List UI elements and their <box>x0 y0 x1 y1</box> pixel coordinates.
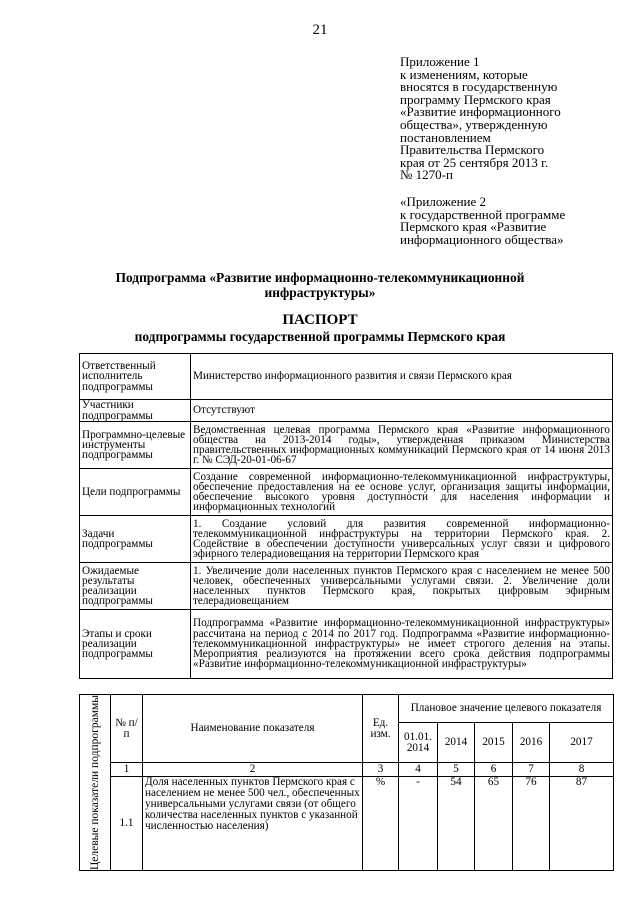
annex-1-line: № 1270-п <box>400 167 453 183</box>
col-number: 4 <box>399 763 438 777</box>
passport-row <box>80 610 613 679</box>
indicator-value: - <box>399 777 438 871</box>
row-value: Подпрограмма «Развитие информационно-телекоммуникационной инфраструктуры» рассчитана на период с 2014 по 2017 год. Подпрограмма «Развитие информационно-телекоммуникационной инфраструктуры» не имеет строгого деления на этапы. Мероприятия реализуются на протяжении всего срока действия подпрограммы «Развитие информационно-телекоммуникационной инфраструктуры» <box>191 610 613 679</box>
passport-row <box>80 469 613 516</box>
subprogram-title <box>60 270 580 300</box>
indicators-table <box>79 694 614 871</box>
annex-1-line: постановлением <box>400 129 491 145</box>
subprogram-title-line: инфраструктуры» <box>264 285 376 300</box>
indicator-value: 87 <box>550 777 614 871</box>
col-number: 6 <box>475 763 513 777</box>
subprogram-title-line: Подпрограмма «Развитие информационно-телекоммуникационной <box>115 270 525 285</box>
row-value: Ведомственная целевая программа Пермского края «Развитие информационного общества на 2013-2014 годы», утвержденная приказом Министерства правительственных информационных коммуникаций Пермского края от 14 июня 2013 г. № СЭД-20-01-06-67 <box>191 422 613 469</box>
row-label: Цели подпрограммы <box>80 469 191 516</box>
row-label: Программно-целевые инструменты подпрограммы <box>80 422 191 469</box>
col-number: 2 <box>143 763 363 777</box>
year-cell: 01.01. 2014 <box>399 723 438 763</box>
row-label: Задачи подпрограммы <box>80 516 191 563</box>
annex-2-line: «Приложение 2 <box>400 194 487 209</box>
annex-1-line: края от 25 сентября 2013 г. <box>400 154 549 170</box>
col-number: 1 <box>111 763 143 777</box>
row-value: Отсутствуют <box>191 400 613 422</box>
passport-row <box>80 563 613 610</box>
header-name: Наименование показателя <box>143 695 363 763</box>
header-plan: Плановое значение целевого показателя <box>399 695 614 723</box>
year-cell: 2014 <box>438 723 475 763</box>
annex-2-line: информационного общества» <box>400 231 564 247</box>
annex-2-note <box>400 196 600 246</box>
page-number: 21 <box>312 22 328 38</box>
row-label: Ответственный исполнитель подпрограммы <box>80 354 191 400</box>
header-unit: Ед. изм. <box>363 695 399 763</box>
passport-row <box>80 354 613 400</box>
indicator-num: 1.1 <box>111 777 143 871</box>
row-value: Министерство информационного развития и связи Пермского края <box>191 354 613 400</box>
annex-1-line: Правительства Пермского <box>400 142 545 158</box>
passport-row <box>80 400 613 422</box>
col-number-row <box>80 763 614 777</box>
row-value: 1. Увеличение доли населенных пунктов Пермского края с населением не менее 500 человек, обеспеченных универсальными услугами связи. 2. Увеличение доли населенных пунктов Пермского края, покрытых цифровым эфирным телерадиовещанием <box>191 563 613 610</box>
col-number: 8 <box>550 763 614 777</box>
annex-1-line: «Развитие информационного <box>400 104 561 120</box>
annex-1-line: Приложение 1 <box>400 54 480 69</box>
annex-2-line: Пермского края «Развитие <box>400 219 547 235</box>
annex-2-line: к государственной программе <box>400 206 566 222</box>
annex-1-line: вносятся в государственную <box>400 79 558 95</box>
passport-row <box>80 516 613 563</box>
row-value: Создание современной информационно-телекоммуникационной инфраструктуры, обеспечение предоставления на ее основе услуг, организация защиты информации, обеспечение высокого уровня доступности для населения информации и информационных технологий <box>191 469 613 516</box>
passport-row <box>80 422 613 469</box>
table-row <box>80 777 614 871</box>
passport-title: ПАСПОРТ <box>282 312 358 328</box>
annex-1-line: общества», утвержденную <box>400 116 548 132</box>
passport-table <box>79 353 613 679</box>
header-num: № п/п <box>111 695 143 763</box>
annex-1-note <box>400 56 600 182</box>
side-label-cell <box>80 695 111 871</box>
row-label: Этапы и сроки реализации подпрограммы <box>80 610 191 679</box>
indicator-value: 65 <box>475 777 513 871</box>
indicator-unit: % <box>363 777 399 871</box>
col-number: 7 <box>513 763 550 777</box>
annex-1-line: к изменениям, которые <box>400 66 528 82</box>
indicator-name: Доля населенных пунктов Пермского края с населением не менее 500 чел., обеспеченных универсальными услугами связи (от общего количества населенных пунктов с указанной численностью населения) <box>143 777 363 871</box>
row-label: Ожидаемые результаты реализации подпрограммы <box>80 563 191 610</box>
col-number: 3 <box>363 763 399 777</box>
indicator-value: 54 <box>438 777 475 871</box>
year-cell: 2017 <box>550 723 614 763</box>
col-number: 5 <box>438 763 475 777</box>
side-label: Целевые показатели подпрограммы <box>89 695 101 870</box>
row-label: Участники подпрограммы <box>80 400 191 422</box>
year-cell: 2015 <box>475 723 513 763</box>
row-value: 1. Создание условий для развития современной информационно-телекоммуникационной инфраструктуры на территории Пермского края. 2. Содействие в обеспечении доступности универсальных услуг связи и цифрового эфирного телерадиовещания на территории Пермского края <box>191 516 613 563</box>
header-row <box>80 695 614 723</box>
indicator-value: 76 <box>513 777 550 871</box>
annex-1-line: программу Пермского края <box>400 91 551 107</box>
year-cell: 2016 <box>513 723 550 763</box>
passport-subtitle: подпрограммы государственной программы Пермского края <box>134 329 506 344</box>
